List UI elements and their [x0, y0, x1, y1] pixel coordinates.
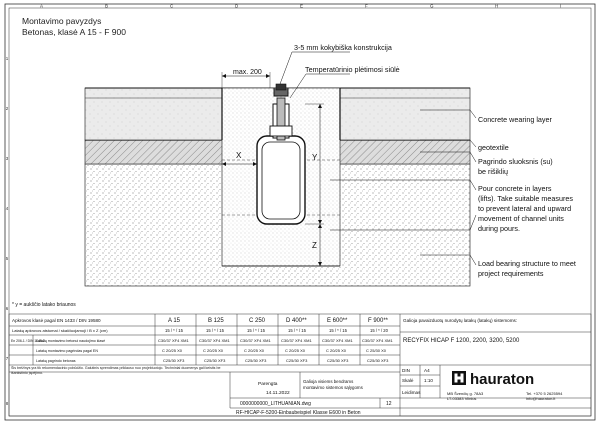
row3-c: C 20/25 X0	[244, 348, 265, 353]
row4-label: Lataką pagrindo betonas	[36, 359, 76, 363]
class-e600: E 600**	[327, 318, 348, 324]
callout-pour-1: Pour concrete in layers	[478, 184, 552, 193]
row1-c: 15 / * / 15	[247, 328, 265, 333]
grid-letter-d: D	[235, 3, 239, 9]
row3-label: Lataką montavimo pagrindas pagal EN	[36, 349, 98, 353]
grid-letter-h: H	[495, 3, 499, 9]
callout-pagrindo-1: Pagrindo sluoksnis (su)	[478, 157, 553, 166]
scale-label: Skalė	[402, 378, 414, 383]
grid-number-7: 7	[5, 356, 9, 361]
row4-e: C25/30 XF3	[327, 358, 349, 363]
edition-label: Leidimas	[402, 390, 421, 395]
callout-pour-4: movement of channel units	[478, 214, 564, 223]
title-line-2: Betonas, klasė A 15 - F 900	[22, 27, 126, 37]
row1-b: 15 / * / 15	[206, 328, 224, 333]
class-c250: C 250	[249, 318, 266, 324]
scale-value: 1:10	[424, 378, 433, 383]
grid-number-6: 6	[5, 306, 9, 311]
date: 14.11.2022	[266, 391, 290, 396]
row2-e: C30/37 XF4 XM1	[322, 338, 353, 343]
product-label: Galioja pavaizduotų nurodytų latakų (latakų) sistemoms:	[403, 318, 518, 323]
class-a15: A 15	[168, 318, 181, 324]
grid-number-3: 3	[5, 156, 9, 161]
callout-load-1: Load bearing structure to meet	[478, 259, 576, 268]
row2-d: C30/37 XF4 XM1	[281, 338, 312, 343]
row1-f: 15 / * / 20	[370, 328, 388, 333]
row4-c: C25/30 XF3	[245, 358, 267, 363]
grid-letter-e: E	[300, 3, 304, 9]
class-f900: F 900**	[368, 318, 389, 324]
callout-temperaturinio: Temperatūrinio plėtimosi siūlė	[305, 65, 400, 74]
callout-geotextile: geotextile	[478, 143, 509, 152]
row3-e: C 20/25 X0	[326, 348, 347, 353]
din-label: DIN	[402, 368, 410, 373]
dim-max-200: max. 200	[233, 69, 262, 76]
grid-numbers	[6, 56, 9, 406]
grid-number-8: 8	[5, 401, 9, 406]
callout-pagrindo-2: be rišiklių	[478, 167, 508, 176]
row3-f: C 25/30 X0	[366, 348, 387, 353]
din-value: A4	[424, 368, 430, 373]
row3-a: C 20/25 X0	[162, 348, 183, 353]
address-2: LT-03383 Vilnius	[447, 396, 477, 401]
grid-letter-b: B	[105, 3, 109, 9]
row3-d: C 20/25 X0	[285, 348, 306, 353]
row1-e: 15 / * / 15	[329, 328, 347, 333]
row2-b: C30/37 XF4 XM1	[199, 338, 230, 343]
brand-name: hauraton	[470, 371, 535, 388]
address-1: MB Švenčių g. 78A3	[447, 391, 484, 396]
footer-code: RF-HICAP-F-5200-Einbaubeispiel Klasse E600 in Beton	[236, 410, 361, 416]
grid-letter-a: A	[40, 3, 44, 9]
row4-a: C25/30 XF3	[163, 358, 185, 363]
phone: Tel. +370 5 2625594	[526, 391, 563, 396]
row3-b: C 20/25 X0	[203, 348, 224, 353]
row1-a: 15 / * / 15	[165, 328, 183, 333]
class-b125: B 125	[208, 318, 224, 324]
row2-f: C30/37 XF4 XM1	[362, 338, 393, 343]
grid-letter-f: F	[365, 3, 368, 9]
hauraton-logo	[452, 371, 534, 388]
description-2: montavimo sistemos sąlygoms	[303, 385, 363, 390]
grid-letter-i: I	[560, 3, 562, 9]
grid-number-2: 2	[5, 106, 9, 111]
cross-section-drawing	[85, 52, 476, 286]
grid-letter-c: C	[170, 3, 174, 9]
row4-b: C25/30 XF3	[204, 358, 226, 363]
callout-pour-5: during pours.	[478, 224, 520, 233]
note-y: * y = aukščio latako briaunos	[12, 302, 76, 308]
callout-pour-3: to prevent lateral and upward	[478, 204, 572, 213]
dwg-number: 0000000000_LITHUANIAN.dwg	[240, 401, 311, 407]
row2-a: C30/37 XF4 XM1	[158, 338, 189, 343]
grid-number-4: 4	[5, 206, 9, 211]
side-small: En 206-1 / DIN 1045-2	[11, 339, 45, 343]
dim-y: Y	[312, 153, 318, 162]
callout-kokybiska: 3-5 mm kokybiška konstrukcija	[294, 43, 392, 52]
row1-label: Lataką apkrovos atstumai / skaičiuojamoji / B x Z (cm)	[12, 328, 108, 333]
callout-load-2: project requirements	[478, 269, 544, 278]
sheet-number: 12	[386, 401, 392, 407]
description-1: Galioja visiems bendrams	[303, 379, 354, 384]
email: info@hauraton.lt	[526, 396, 556, 401]
row4-d: C25/30 XF3	[286, 358, 308, 363]
dim-x: X	[236, 151, 242, 160]
grid-letter-g: G	[430, 3, 434, 9]
callout-pour-2: (lifts). Take suitable measures	[478, 194, 573, 203]
disclaimer-text: Šis brėžinys yra tik rekomendacinio pobūdžio. Galutinis sprendimas priklauso nuo projektuotojo. Techniniai duomenys gali keistis be išankstinio įspėjimo.	[11, 366, 221, 375]
callout-wearing: Concrete wearing layer	[478, 115, 552, 124]
grid-number-5: 5	[5, 256, 9, 261]
channel-body	[257, 136, 305, 224]
class-d400: D 400**	[286, 318, 307, 324]
parengta-label: Parengta	[258, 382, 278, 387]
row4-f: C25/30 XF3	[367, 358, 389, 363]
grid-number-1: 1	[5, 56, 9, 61]
dim-z: Z	[312, 241, 317, 250]
title-line-1: Montavimo pavyzdys	[22, 16, 102, 26]
row2-c: C30/37 XF4 XM1	[240, 338, 271, 343]
table-head-label: Apkrovos klasė pagal EN 1433 / DIN 19580	[12, 318, 101, 323]
product-name: RECYFIX HICAP F 1200, 2200, 3200, 5200	[403, 338, 520, 344]
row2-label: Lataką montavimo betonui naudojimo klasė	[36, 339, 106, 343]
row1-d: 15 / * / 15	[288, 328, 306, 333]
